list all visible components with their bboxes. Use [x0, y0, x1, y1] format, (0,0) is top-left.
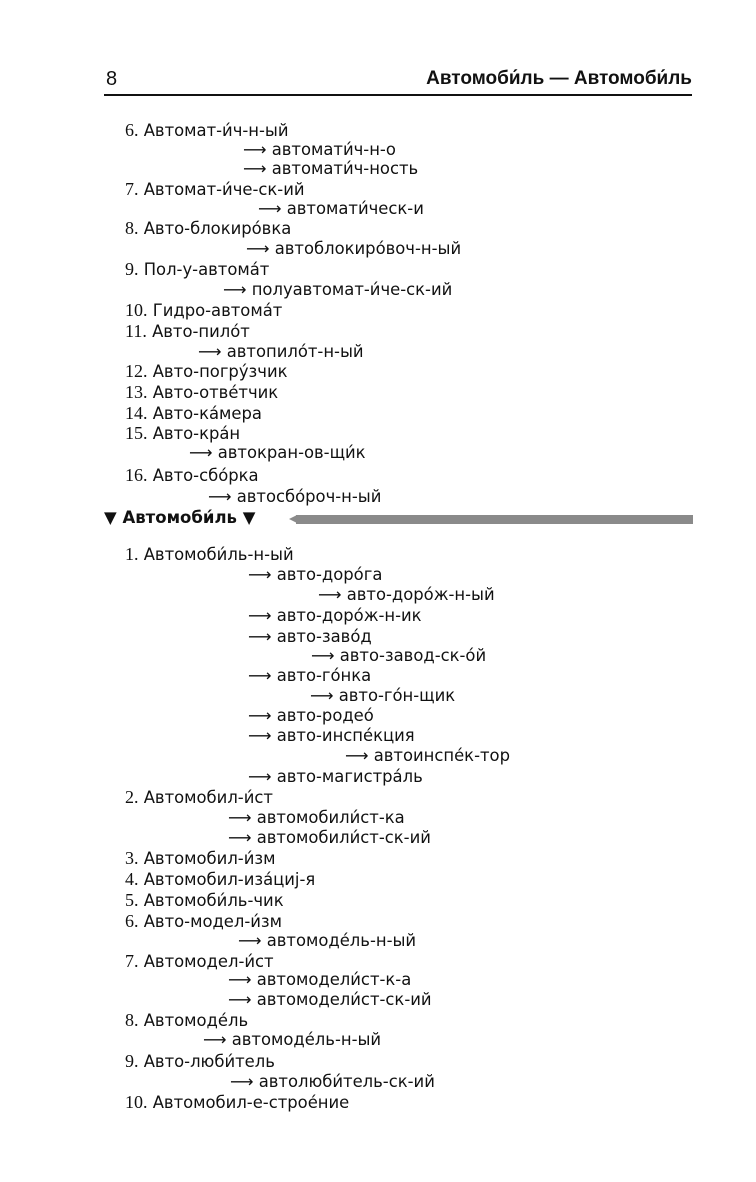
derived-word: авто-завод-ск-о́й: [339, 646, 487, 665]
derivation-arrow-icon: ⟶: [203, 1030, 227, 1049]
derived-word: автокран-ов-щи́к: [217, 443, 366, 462]
entry-word: Авто-блокиро́вка: [143, 219, 292, 238]
derivation-arrow-icon: ⟶: [238, 931, 262, 950]
entry-number: 13.: [125, 382, 148, 402]
derived-line: [208, 487, 381, 507]
derived-word: автомобили́ст-ка: [256, 808, 405, 827]
derived-line: [223, 280, 452, 300]
entry-line: [125, 787, 273, 808]
derivation-arrow-icon: ⟶: [246, 239, 270, 258]
derived-word: автомодели́ст-ск-ий: [256, 990, 432, 1009]
derived-line: [228, 828, 431, 848]
entry-word: Автомоби́ль-чик: [143, 891, 284, 910]
derived-word: полуавтомат-и́че-ск-ий: [251, 280, 453, 299]
derived-word: автомати́ч-н-о: [271, 140, 396, 159]
entry-line: [125, 848, 275, 869]
running-head: Автомоби́ль — Автомоби́ль: [426, 68, 692, 89]
entry-line: [125, 869, 315, 890]
entry-number: 3.: [125, 848, 139, 868]
entry-number: 15.: [125, 423, 148, 443]
derived-line: [248, 666, 371, 686]
entry-word: Автомат-и́ч-н-ый: [143, 121, 289, 140]
derived-line: [258, 199, 424, 219]
entry-line: [125, 465, 259, 486]
entry-number: 8.: [125, 1010, 139, 1030]
entry-word: Автомобил-е-строе́ние: [152, 1093, 350, 1112]
derived-word: авто-заво́д: [276, 627, 372, 646]
derived-word: автомобили́ст-ск-ий: [256, 828, 431, 847]
entry-word: Автомобил-и́ст: [143, 788, 273, 807]
derived-word: автомодели́ст-к-а: [256, 970, 412, 989]
derived-line: [248, 565, 382, 585]
derived-word: автомоде́ль-н-ый: [231, 1030, 382, 1049]
entry-line: [125, 321, 250, 342]
entry-line: [125, 1092, 349, 1113]
derivation-arrow-icon: ⟶: [223, 280, 247, 299]
entry-word: Автомоде́ль: [143, 1011, 249, 1030]
derived-word: авто-доро́га: [276, 565, 383, 584]
entry-line: [125, 423, 240, 444]
derived-line: [230, 1072, 435, 1092]
derivation-arrow-icon: ⟶: [310, 686, 334, 705]
derived-word: автосбо́роч-н-ый: [236, 487, 382, 506]
derived-word: авто-го́нка: [276, 666, 372, 685]
entry-number: 1.: [125, 544, 139, 564]
entry-number: 10.: [125, 1092, 148, 1112]
entry-number: 10.: [125, 300, 148, 320]
derived-word: автолюби́тель-ск-ий: [258, 1072, 435, 1091]
entry-line: [125, 1010, 248, 1031]
derived-line: [228, 990, 432, 1010]
entry-number: 11.: [125, 321, 147, 341]
derived-line: [243, 159, 418, 179]
entry-line: [125, 300, 282, 321]
derived-line: [198, 342, 364, 362]
entry-line: [125, 911, 282, 932]
entry-number: 16.: [125, 465, 148, 485]
derivation-arrow-icon: ⟶: [243, 159, 267, 178]
entry-number: 5.: [125, 890, 139, 910]
derivation-arrow-icon: ⟶: [248, 706, 272, 725]
entry-word: Автомобил-иза́циj-я: [143, 870, 316, 889]
derivation-arrow-icon: ⟶: [198, 342, 222, 361]
derived-line: [248, 606, 422, 626]
derived-line: [228, 970, 411, 990]
entry-number: 8.: [125, 218, 139, 238]
derivation-arrow-icon: ⟶: [345, 746, 369, 765]
derivation-arrow-icon: ⟶: [243, 140, 267, 159]
derivation-arrow-icon: ⟶: [311, 646, 335, 665]
entry-number: 6.: [125, 120, 139, 140]
derived-line: [248, 726, 415, 746]
derivation-arrow-icon: ⟶: [228, 808, 252, 827]
derivation-arrow-icon: ⟶: [189, 443, 213, 462]
entry-word: Авто-люби́тель: [143, 1052, 275, 1071]
derivation-arrow-icon: ⟶: [208, 487, 232, 506]
entry-line: [125, 951, 274, 972]
derived-word: автомоде́ль-н-ый: [266, 931, 417, 950]
entry-line: [125, 179, 305, 200]
derived-line: [189, 443, 366, 463]
entry-line: [125, 382, 278, 403]
entry-line: [125, 259, 269, 280]
derived-word: автомати́ческ-и: [286, 199, 424, 218]
derivation-arrow-icon: ⟶: [248, 565, 272, 584]
entry-number: 7.: [125, 179, 139, 199]
entry-number: 2.: [125, 787, 139, 807]
derivation-arrow-icon: ⟶: [228, 970, 252, 989]
derivation-arrow-icon: ⟶: [230, 1072, 254, 1091]
derivation-arrow-icon: ⟶: [248, 666, 272, 685]
entry-word: Авто-погру́зчик: [152, 362, 288, 381]
entry-word: Автомат-и́че-ск-ий: [143, 180, 305, 199]
entry-word: Авто-модел-и́зм: [143, 912, 283, 931]
derivation-arrow-icon: ⟶: [318, 585, 342, 604]
section-marker-left: ▼: [104, 508, 117, 527]
derivation-arrow-icon: ⟶: [248, 627, 272, 646]
entry-word: Авто-ка́мера: [152, 404, 262, 423]
derived-line: [248, 767, 423, 787]
entry-number: 14.: [125, 403, 148, 423]
derived-line: [243, 140, 396, 160]
entry-number: 4.: [125, 869, 139, 889]
derived-word: авто-го́н-щик: [338, 686, 456, 705]
entry-word: Авто-сбо́рка: [152, 466, 259, 485]
derived-line: [228, 808, 405, 828]
entry-line: [125, 403, 262, 424]
derived-word: авто-доро́ж-н-ик: [276, 606, 422, 625]
entry-line: [125, 218, 291, 239]
derived-line: [238, 931, 416, 951]
derived-line: [310, 686, 455, 706]
derived-word: автомати́ч-ность: [271, 159, 419, 178]
entry-line: [125, 361, 288, 382]
derivation-arrow-icon: ⟶: [248, 606, 272, 625]
derived-word: автоинспе́к-тор: [373, 746, 510, 765]
derivation-arrow-icon: ⟶: [248, 767, 272, 786]
page-number: 8: [106, 68, 118, 90]
entry-word: Пол-у-автома́т: [143, 260, 270, 279]
derived-word: автопило́т-н-ый: [226, 342, 364, 361]
entry-word: Авто-кра́н: [152, 424, 241, 443]
derived-word: авто-родео́: [276, 706, 374, 725]
derived-line: [248, 627, 372, 647]
entry-number: 12.: [125, 361, 148, 381]
section-title: Автомоби́ль: [122, 508, 237, 527]
entry-word: Авто-пило́т: [152, 322, 250, 341]
entry-number: 6.: [125, 911, 139, 931]
derivation-arrow-icon: ⟶: [258, 199, 282, 218]
derived-line: [203, 1030, 381, 1050]
derivation-arrow-icon: ⟶: [228, 990, 252, 1009]
derivation-arrow-icon: ⟶: [248, 726, 272, 745]
entry-line: [125, 890, 284, 911]
entry-line: [125, 544, 294, 565]
entry-word: Автомодел-и́ст: [143, 952, 274, 971]
entry-word: Автомоби́ль-н-ый: [143, 545, 294, 564]
entry-number: 9.: [125, 1051, 139, 1071]
section-marker-right: ▼: [242, 508, 256, 527]
entry-word: Автомобил-и́зм: [143, 849, 276, 868]
derived-word: автоблокиро́воч-н-ый: [274, 239, 462, 258]
derived-word: авто-магистра́ль: [276, 767, 423, 786]
derived-line: [318, 585, 495, 605]
derived-word: авто-инспе́кция: [276, 726, 415, 745]
derived-word: авто-доро́ж-н-ый: [346, 585, 495, 604]
derived-line: [246, 239, 461, 259]
derived-line: [345, 746, 510, 766]
entry-number: 9.: [125, 259, 139, 279]
entry-word: Гидро-автома́т: [152, 301, 283, 320]
entry-line: [125, 1051, 275, 1072]
entry-line: [125, 120, 289, 141]
entry-number: 7.: [125, 951, 139, 971]
derivation-arrow-icon: ⟶: [228, 828, 252, 847]
derived-line: [311, 646, 486, 666]
entry-word: Авто-отве́тчик: [152, 383, 279, 402]
derived-line: [248, 706, 374, 726]
